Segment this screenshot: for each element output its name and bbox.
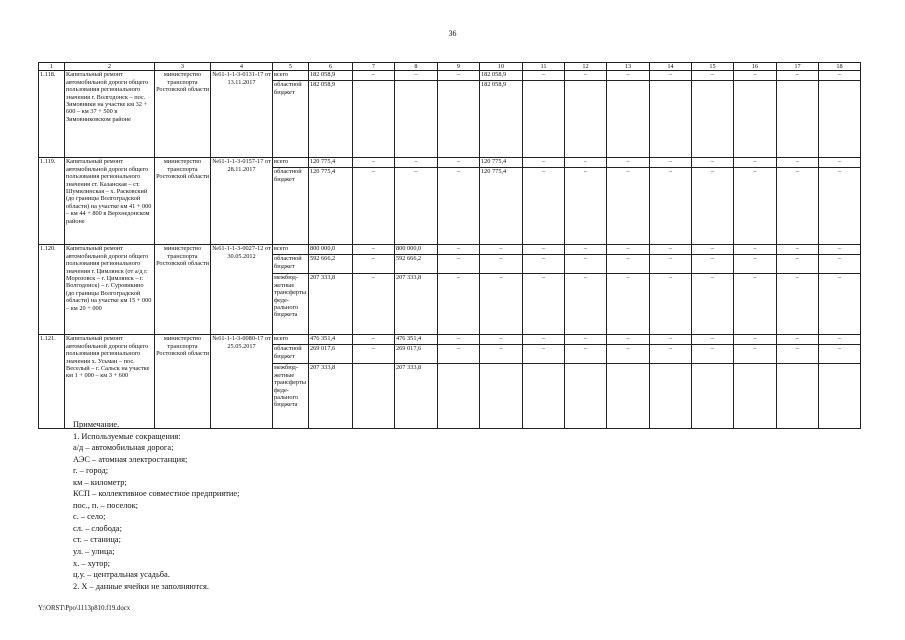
value-c8: – [395,158,438,168]
value-col-15: – [692,335,734,345]
value-c9: – [438,245,480,255]
value-col-15: – [692,245,734,255]
value-c7: – [353,345,395,364]
value-c8: 800 000,0 [395,245,438,255]
value-col-16: – [734,255,777,274]
value-col-12: – [565,168,607,245]
funding-source: межбюд-жетные трансферты феде-рального бюджета [273,274,309,335]
value-c9: – [438,274,480,335]
column-header: 10 [480,63,523,71]
value-c8: 207 333,8 [395,274,438,335]
funding-source: всего [273,335,309,345]
note-line: км – километр; [73,477,127,487]
table-row [39,335,861,345]
contract-number: №61-1-1-3-0080-17 от 25.05.2017 [211,335,273,429]
funding-source: всего [273,71,309,81]
value-col-18: – [819,168,861,245]
value-c9: – [438,335,480,345]
value-col-17: – [777,71,819,81]
value-col-12: – [565,158,607,168]
value-col-13: – [607,255,650,274]
value-total: 269 017,6 [309,345,353,364]
object-name: Капитальный ремонт автомобильной дороги общего пользования регионального значения г. Цимлянск (от а/д г. Морозовск – г. Цимлянск – г. Волгодонск) – г. Суровикино (до границы Волгоградской области) на участке км 15 + 000 – км 20 + 000 [65,245,155,335]
value-col-14: – [650,71,692,81]
value-c7: – [353,274,395,335]
funding-source: областной бюджет [273,81,309,158]
responsible-org: министерство транспорта Ростовской области [155,335,211,429]
column-header: 13 [607,63,650,71]
value-col-11: – [523,335,565,345]
value-col-15 [692,81,734,158]
note-line: АЭС – атомная электростанция; [73,454,188,464]
value-col-13: – [607,335,650,345]
value-col-16 [734,364,777,429]
value-col-16: – [734,158,777,168]
value-col-18: – [819,345,861,364]
note-line: г. – город; [73,466,109,476]
value-col-11: – [523,71,565,81]
header-row [39,63,861,71]
note-line: ул. – улица; [73,547,115,557]
note-line: ст. – станица; [73,535,121,545]
note-line: 1. Используемые сокращения: [73,431,181,441]
value-col-12: – [565,255,607,274]
value-total: 207 333,8 [309,364,353,429]
column-header: 5 [273,63,309,71]
value-c8 [395,81,438,158]
note-line: ц.у. – центральная усадьба. [73,570,170,580]
value-col-17: – [777,168,819,245]
column-header: 14 [650,63,692,71]
value-col-17: – [777,345,819,364]
program-table [38,62,861,429]
value-c9: – [438,255,480,274]
value-c8: 592 666,2 [395,255,438,274]
value-col-11 [523,364,565,429]
value-c7: – [353,245,395,255]
value-c10: 120 775,4 [480,168,523,245]
value-c10: – [480,274,523,335]
column-header: 16 [734,63,777,71]
value-col-18: – [819,71,861,81]
value-c9: – [438,71,480,81]
value-total: 476 351,4 [309,335,353,345]
funding-source: областной бюджет [273,168,309,245]
value-col-12: – [565,335,607,345]
value-col-12 [565,364,607,429]
column-header: 11 [523,63,565,71]
table-row [39,158,861,168]
column-header: 2 [65,63,155,71]
row-number: 1.119. [39,158,65,245]
note-line: х. – хутор; [73,558,110,568]
value-c8: 476 351,4 [395,335,438,345]
value-col-17: – [777,274,819,335]
funding-source: областной бюджет [273,255,309,274]
value-total: 120 775,4 [309,168,353,245]
value-c7: – [353,168,395,245]
value-c7 [353,81,395,158]
value-col-17: – [777,245,819,255]
value-c8: – [395,168,438,245]
value-col-13 [607,364,650,429]
column-header: 18 [819,63,861,71]
value-col-14: – [650,274,692,335]
value-total: 207 333,8 [309,274,353,335]
value-col-11: – [523,168,565,245]
value-col-17: – [777,158,819,168]
file-path-footer: Y:\ORST\Ppo\1113p810.f19.docx [38,605,131,612]
column-header: 4 [211,63,273,71]
value-col-15: – [692,255,734,274]
value-col-14: – [650,335,692,345]
value-col-15: – [692,345,734,364]
responsible-org: министерство транспорта Ростовской области [155,245,211,335]
value-c9: – [438,168,480,245]
contract-number: №61-1-1-3-0131-17 от 13.11.2017 [211,71,273,158]
value-col-13: – [607,71,650,81]
page-number: 36 [448,29,457,38]
value-col-18 [819,81,861,158]
value-col-13: – [607,245,650,255]
note-line: сл. – слобода; [73,523,122,533]
value-total: 800 000,0 [309,245,353,255]
value-total: 120 775,4 [309,158,353,168]
value-c7: – [353,158,395,168]
value-col-14: – [650,255,692,274]
funding-source: всего [273,245,309,255]
row-number: 1.121. [39,335,65,429]
value-col-17: – [777,335,819,345]
object-name: Капитальный ремонт автомобильной дороги общего пользования регионального значения г. Волгодонск – пос. Зимовники на участке км 32 + 600 – км 37 + 500 в Зимовниковском районе [65,71,155,158]
value-col-18: – [819,245,861,255]
value-c10: 120 775,4 [480,158,523,168]
note-line: Примечание. [73,420,120,429]
value-col-13 [607,81,650,158]
column-header: 12 [565,63,607,71]
value-col-13: – [607,345,650,364]
value-col-18: – [819,335,861,345]
row-number: 1.120. [39,245,65,335]
object-name: Капитальный ремонт автомобильной дороги общего пользования регионального значения ст. Казанская – ст. Шумилинская – х. Расковский (до границы Волгоградской области) на участке км 41 + 000 – км 44 + 800 в Верхнедонском районе [65,158,155,245]
value-c9 [438,81,480,158]
value-col-18 [819,364,861,429]
value-c7 [353,364,395,429]
value-col-18: – [819,158,861,168]
value-col-12: – [565,274,607,335]
value-col-11: – [523,255,565,274]
value-col-15 [692,364,734,429]
contract-number: №61-1-1-3-0027-12 от 30.05.2012 [211,245,273,335]
value-col-15: – [692,274,734,335]
notes-section [73,419,239,592]
value-col-16 [734,81,777,158]
value-c7: – [353,335,395,345]
value-col-14: – [650,158,692,168]
value-total: 182 058,9 [309,71,353,81]
value-col-13: – [607,168,650,245]
value-col-11: – [523,158,565,168]
value-c8: 207 333,8 [395,364,438,429]
value-col-11 [523,81,565,158]
value-col-15: – [692,168,734,245]
value-col-17 [777,364,819,429]
value-c9: – [438,345,480,364]
responsible-org: министерство транспорта Ростовской области [155,71,211,158]
contract-number: №61-1-1-3-0157-17 от 28.11.2017 [211,158,273,245]
value-col-13: – [607,158,650,168]
object-name: Капитальный ремонт автомобильной дороги общего пользования регионального значения х. Усьман – пос. Веселый – г. Сальск на участке км 1 + 000 – км 3 + 600 [65,335,155,429]
funding-source: областной бюджет [273,345,309,364]
value-col-16: – [734,71,777,81]
value-c10: 182 058,9 [480,81,523,158]
value-c10: – [480,245,523,255]
note-line: пос., п. – поселок; [73,500,139,510]
value-total: 182 058,9 [309,81,353,158]
value-col-14: – [650,168,692,245]
value-col-17: – [777,255,819,274]
column-header: 7 [353,63,395,71]
row-number: 1.118. [39,71,65,158]
value-col-13: – [607,274,650,335]
column-header: 3 [155,63,211,71]
value-c8: – [395,71,438,81]
value-col-14 [650,81,692,158]
funding-source: межбюд-жетные трансферты феде-рального бюджета [273,364,309,429]
value-total: 592 666,2 [309,255,353,274]
value-c8: 269 017,6 [395,345,438,364]
value-c10: – [480,345,523,364]
column-header: 1 [39,63,65,71]
note-line: а/д – автомобильная дорога; [73,443,174,453]
column-header: 17 [777,63,819,71]
value-col-12: – [565,71,607,81]
note-line: с. – село; [73,512,106,522]
value-c7: – [353,255,395,274]
column-header: 6 [309,63,353,71]
column-header: 8 [395,63,438,71]
value-c9: – [438,158,480,168]
value-col-14 [650,364,692,429]
value-c10: – [480,335,523,345]
value-col-14: – [650,345,692,364]
value-col-18: – [819,255,861,274]
table-row [39,71,861,81]
value-c9 [438,364,480,429]
table-row [39,245,861,255]
note-line: 2. Х – данные ячейки не заполняются. [73,581,209,591]
value-col-12 [565,81,607,158]
value-c10: 182 058,9 [480,71,523,81]
value-c10: – [480,255,523,274]
value-c10 [480,364,523,429]
value-col-17 [777,81,819,158]
funding-source: всего [273,158,309,168]
column-header: 15 [692,63,734,71]
value-col-16: – [734,168,777,245]
column-header: 9 [438,63,480,71]
value-col-16: – [734,274,777,335]
value-col-18: – [819,274,861,335]
value-col-12: – [565,345,607,364]
value-c7: – [353,71,395,81]
value-col-15: – [692,71,734,81]
value-col-12: – [565,245,607,255]
value-col-16: – [734,335,777,345]
value-col-16: – [734,345,777,364]
value-col-14: – [650,245,692,255]
value-col-11: – [523,345,565,364]
note-line: КСП – коллективное совместное предприятие; [73,489,240,499]
value-col-11: – [523,274,565,335]
responsible-org: министерство транспорта Ростовской области [155,158,211,245]
value-col-16: – [734,245,777,255]
value-col-11: – [523,245,565,255]
value-col-15: – [692,158,734,168]
